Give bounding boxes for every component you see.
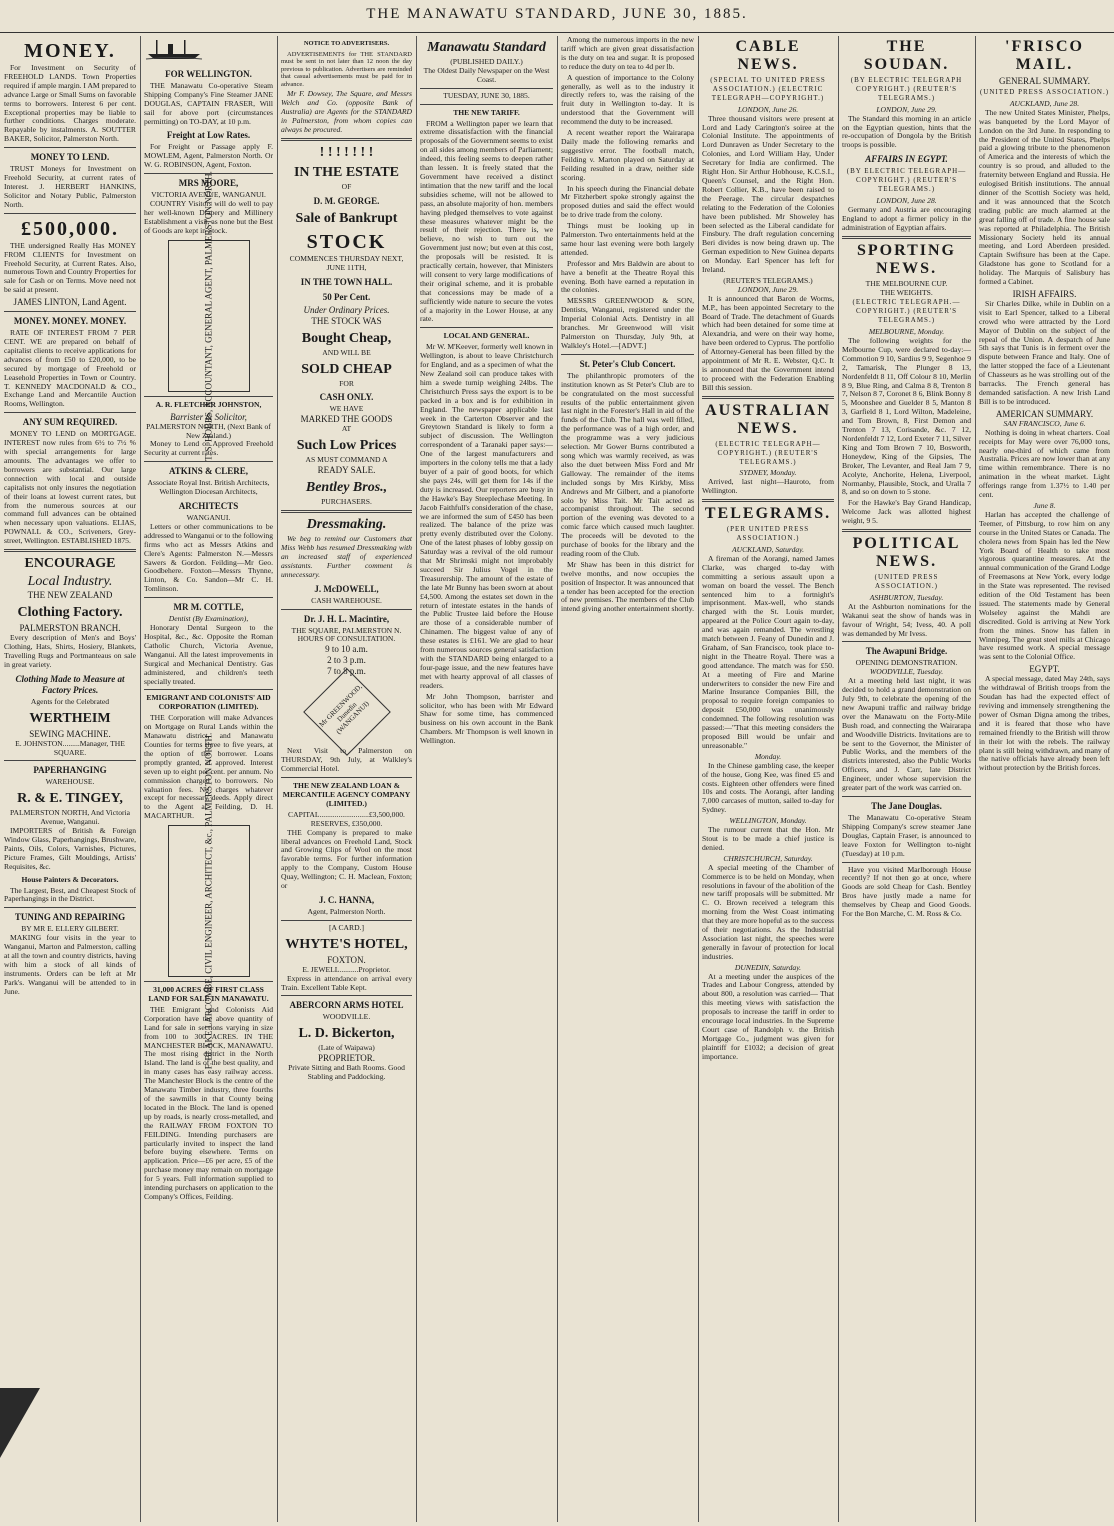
exclamation-banner: ! ! ! ! ! ! ! <box>319 144 374 160</box>
frisco-mail-heading: 'FRISCO MAIL. <box>1005 38 1084 73</box>
political-news-source: (UNITED PRESS ASSOCIATION.) <box>874 573 939 590</box>
cottle-heading: MR M. COTTLE, <box>173 602 244 613</box>
tariff-article: FROM a Wellington paper we learn that extreme dissatisfaction with the financial proposals of the Government seems to exist on all sides among members of Parliament; indeed, this feeling seems to deepen rather than lessen. It is freely stated that the Government have received a distinct intimation that the new tariff and the local subsidies scheme, will not be allowed to pass, an absolute majority of hon. members having pledged themselves to vote against these measures whatever might be the result of their rejection. There is, we believe, no wish to turn out the Government just now; but even at this cost, the proposals will be resisted. It is practically certain, however, that Ministers will consent to very large modifications of their original scheme, and it is probable that concessions may be made of a sufficiently wide nature to secure the votes of a majority in the Lower House, at any rate. <box>420 118 553 324</box>
tingey-address: PALMERSTON NORTH, And Victoria Avenue, Wanganui. <box>9 808 131 827</box>
telegrams-text-2: In the Chinese gambling case, the keeper of the house, Gong Kee, was fined £5 and costs. Eighteen other offenders were fined 10s and costs. The Aorangi, after landing 7,000 carcases of mutton, sailed to-day for Sydney. <box>702 760 834 815</box>
political-news-text: At the Ashburton nominations for the Wakanui seat the show of hands was in favour of Wright, 54; Ivess, 40. A poll was demanded by Mr Ivess. <box>842 601 971 638</box>
divider <box>420 104 553 105</box>
tuning-heading: TUNING AND REPAIRING <box>14 912 126 923</box>
moore-heading: MRS MOORE, <box>178 178 239 189</box>
news-item-3: A recent weather report the Wairarapa Daily made the following remarks and suggestive error. The football match, Feilding v. Marton played on Saturday at Feilding resulted in a draw, neither side scoring. <box>561 128 694 182</box>
news-item-4: In his speech during the Financial debate Mr Fitzherbert spoke strongly against the proposed duties and said the effect would be to drive trade from the colony. <box>561 183 694 220</box>
telegrams-text: A fireman of the Aorangi, named James Clarke, was charged to-day with committing a serious assault upon a woman on board the vessel. The Bench sentenced him to a fortnight's imprisonment. Max-well, who stands charged with the St. Louis murder, appeared at the Police Court again to-day, and was again remanded. The wrestling match between J. Feany of Dunedin and J. Graham, of San Francisco, took place to-night in the Theatre Royal. There was a good attendance. The match was for £50. At a meeting of Fire and Marine underwriters to consider the new Fire and Marine Insurance Companies Bill, the proposal to require foreign companies to deposit £50,000 was unanimously condemned. The following resolution was passed:—"That this meeting considers the proposed Bill would be unfair and unreasonable." <box>702 553 834 750</box>
concert-more: Mr Shaw has been in this district for twelve months, and now occupies the position of Inspector. It was announced that a tender has been accepted for the erection of new premises. The members of the Club intend giving another entertainment shortly. <box>561 559 694 614</box>
must-command-line: AS MUST COMMAND A <box>305 455 388 465</box>
hours-3: 7 to 8 p.m. <box>327 666 366 677</box>
american-summary-text-2: Harlan has accepted the challenge of Teemer, of Pittsburg, to row him on any course in the United States or Canada. The cholera news from Spain has led the New York Board of Health to take most vigorous quarantine measures. At the annual communication of the Grand Lodge of Freemasons at New York, every lodge in the State was represented. The revised edition of the Old Testament has been issued. The statements made by General Wolseley against the Mahdi are discredited. Gold is arriving at New York from the mines. Snow has fallen in Winnipeg. The great steel mills at Chicago have resumed work. A special message was sent to the Colonial Office. <box>979 509 1110 662</box>
weights-text: The following weights for the Melbourne Cup, were declared to-day:—Commotion 9 10, Sardius 9 9, Segenhoe 9 2, Tamarisk, The Plunger 8 13, Nordenfeldt 8 11, Off Colour 8 10, Merlin 8 9, Blue Ring, and Calma 8 8, Trenton 8 7, Nelson 8 7, Coronet 8 6, Blink Bonny 8 5, Moonshee and Guelder 8 5, Manton 8 3, Garfield 8 1, Lord Wilton, Madeleine, and Tom Brown, 8, First Demon and Trenton 7 13, Corisande, &c. 7 12, Nordenfeldt 7 12, Lord Exeter 7 11, Silver King and Tom Brown 7 10, Bosworth, Honeydew, King of the Gipsies, The Broker, The Levanter, and Real Jam 7 9, Acolyte, Anchorite, Helena, Liverpool, Normanby, Plausible, Stock, and Uralla 7 8, and so on down to 5 stone. <box>842 336 971 497</box>
australian-news-heading: AUSTRALIAN NEWS. <box>705 401 831 437</box>
melbourne-cup-heading: THE MELBOURNE CUP. <box>865 278 948 288</box>
encourage-heading: ENCOURAGE <box>24 556 116 572</box>
dateline-auckland: AUCKLAND, June 28. <box>1009 98 1080 108</box>
stock-heading: STOCK <box>306 230 387 253</box>
oldest-line: The Oldest Daily Newspaper on the West Coast. <box>423 65 550 84</box>
soudan-text: The Standard this morning in an article on the Egyptian question, hints that the re-occupation of Dongola by the British troops is possible. <box>842 113 971 150</box>
woodville-line: WOODVILLE. <box>322 1012 371 1022</box>
emigrant-ad-text: THE Corporation will make Advances on Mortgage on Rural Lands within the Manawatu district, and Manawatu Counties for terms three to five years, at the option of the borrower. Loans promptly granted, if approved. Interest seven up to eight per cent. per annum. No commission charged to borrowers. No valuation fees. No charges whatever except for necessary deeds. Apply direct to the Agent at Feilding, D. H. MACARTHUR. <box>144 713 273 821</box>
bought-cheap-heading: Bought Cheap, <box>301 330 392 346</box>
new-zealand-heading: THE NEW ZEALAND <box>27 590 113 601</box>
measure-heading: Clothing Made to Measure at Factory Prices. <box>15 673 125 695</box>
acres-ad-text: THE Emigrant and Colonists Aid Corporation have the above quantity of Land for sale in sections varying in size from 100 to 300 ACRES. IN THE MANCHESTER BLOCK, MANAWATU. The most rising district in the North Island. The land is of the best quality, and in many cases has easy railway access. The Manchester Block is the centre of the Manawatu Timber industry, three fourths of the sawmills in that County being located in the Block. The land is opened up by roads, is nearly cross-metalled, and the RAILWAY FROM FOXTON TO FEILDING. Intending purchasers are particularly invited to inspect the land before buying elsewhere. Terms on application. Price—£6 per acre, £5 of the purchase money may remain on mortgage for 5 years. Full information supplied to intending purchasers on application to the Company's Offices, Feilding. <box>144 1004 273 1201</box>
dateline-monday: Monday. <box>754 751 782 761</box>
soudan-source: (BY ELECTRIC TELEGRAPH COPYRIGHT.) (REUTER'S TELEGRAMS.) <box>850 76 963 102</box>
torn-corner <box>0 1388 40 1458</box>
freight-text: For Freight or Passage apply F. MOWLEM, Agent, Palmerston North. Or W. G. ROBINSON, Agent, Foxton. <box>144 142 273 170</box>
money-money-heading: MONEY. MONEY. MONEY. <box>13 316 127 327</box>
dentist-diamond-text: Mr GREENWOOD, Dunedin (WANGANUI) <box>316 682 371 737</box>
bickerton-heading: L. D. Bickerton, <box>298 1026 395 1042</box>
stabling-line: Private Sitting and Bath Rooms. Good Stabling and Paddocking. <box>288 1063 405 1082</box>
tingey-ad-text: IMPORTERS of British & Foreign Window Glass, Paperhangings, Brushware, Paints, Oils, Colors, Varnishes, Pictures, Picture Frames, Gilt Mouldings, Artists' Requisites, &c. <box>4 826 136 871</box>
cash-only-heading: CASH ONLY. <box>319 392 374 403</box>
hanna-heading: J. C. HANNA, <box>318 894 375 905</box>
dateline-san-francisco: SAN FRANCISCO, June 6. <box>1003 418 1086 428</box>
thompson-article: Mr John Thompson, barrister and solicitor, who has been with Mr Edward Shaw for some time, has commenced business on his own account in the Bank Chambers. Mr Thompson is well known in Wellington. <box>420 691 553 746</box>
political-news-heading: POLITICAL NEWS. <box>852 535 961 571</box>
jewell-line: E. JEWELL..........Proprietor. <box>302 964 391 974</box>
low-prices-heading: Such Low Prices <box>296 438 397 454</box>
page-masthead: THE MANAWATU STANDARD, JUNE 30, 1885. <box>0 6 1114 33</box>
estate-of: OF <box>341 181 352 191</box>
cash-warehouse-line: CASH WAREHOUSE. <box>311 595 382 605</box>
barrister-heading: Barrister & Solicitor, <box>170 411 247 422</box>
notice-heading: NOTICE TO ADVERTISERS. <box>303 40 390 47</box>
mcdowell-heading: J. McDOWELL, <box>314 583 379 594</box>
published-line: (PUBLISHED DAILY.) <box>450 57 523 66</box>
divider <box>281 777 412 778</box>
sale-heading: Sale of Bankrupt <box>295 210 398 226</box>
divider <box>702 499 834 502</box>
soudan-heading: THE SOUDAN. <box>863 38 950 73</box>
egypt-text: A special message, dated May 24th, says the withdrawal of British troops from the Soudan has had the expected effect of reviving and immensely strengthening the power of Osman Digna among the tribes, and it is feared that those who have remained friendly to the British will throw in their lot with the rebels. The railway plant is still being withdrawn, and many of the native officials have already been left without protection by the British forces. <box>979 674 1110 773</box>
acres-heading: 31,000 ACRES OF FIRST CLASS LAND FOR SALE IN MANAWATU. <box>148 985 269 1004</box>
divider <box>4 549 136 552</box>
freight-heading: Freight at Low Rates. <box>166 130 251 141</box>
jewell-text: Express in attendance on arrival every Train. Excellent Table Kept. <box>281 973 412 992</box>
stock-was-line: THE STOCK WAS <box>311 315 382 326</box>
concert-article: The philanthropic promoters of the institution known as St Peter's Club are to be congratulated on the most successful results of the public entertainment given last night in the Forester's Hall in aid of the funds of the Club. The hall was well filled, the performance was of a high order, and the programme was a very judicious selection. Mr Gower Burns contributed a song which was warmly received, as was also the duet between Miss Ford and Mr Galloway. The remainder of the items included songs by Mrs Kirkby, Miss Andrews and Mr Gilbert, and a pianoforte solo by Miss Tait. Mr Tait acted as accompanist throughout. The second portion of the evening was devoted to a comic farce which caused much laughter. The proceeds will be devoted to the purchase of books for the library and the reading room of the Club. <box>561 370 694 558</box>
divider <box>842 529 971 532</box>
news-item-2: A question of importance to the Colony generally, as well as to the industry it directly refers to, was the raising of the fruit duty in Wellington to-day. It is understood that the Government will recommend the duty to be increased. <box>561 72 694 127</box>
divider <box>4 907 136 908</box>
divider <box>4 213 136 214</box>
news-item-6: Professor and Mrs Baldwin are about to have a benefit at the Theatre Royal this evening. Both have earned a reputation in the colonies. <box>561 258 694 295</box>
cable-news-heading: CABLE NEWS. <box>735 38 801 73</box>
dateline-ashburton: ASHBURTON, Tuesday. <box>869 592 944 602</box>
dateline-june-8: June 8. <box>1033 500 1056 510</box>
pownall-ad-text: MONEY TO LEND on MORTGAGE. INTEREST now rules from 6½ to 7½ % with special arrangements for large amounts. The advantages we offer to borrowers are substantial. Our large connection with local and outside capitalists not only insures the negotiation of their loans at lowest current rates, but from the numerous sources at our command full advances can be obtained when necessary upon valuations. ELIAS, POWNALL & CO., Scriveners, Grey-street, Wellington. ESTABLISHED 1875. <box>4 429 136 546</box>
dateline-london-1: LONDON, June 26. <box>737 104 799 114</box>
dateline-woodville: WOODVILLE, Tuesday. <box>869 667 944 677</box>
news-item-1: Among the numerous imports in the new tariff which are given great dissatisfaction is the duty on tea and sugar. It is proposed to reduce the duty on tea to 4d per lb. <box>561 35 694 71</box>
frisco-text: The new United States Minister, Phelps, was banqueted by the Lord Mayor of London on the 3rd June. In responding to the President of the United States, Phelps paid a glowing tribute to the phenomenon of America and the interests of which the country is so proud, and alluded to the fraternity between England and Russia. He eulogised British institutions. The annual dinner of the Scottish Society was held, and it was announced that the Scotch trading public are much alarmed at the great falling off of trade. A fine house sale was reported at Philadelphia. The British Missionary Society held its annual meeting, and Lord Aberdeen presided. Captain Swiftsure has been at the Cape. Gladstone has gone to Scotland for a holiday. The Marquis of Salisbury has formed a Cabinet. <box>979 107 1110 287</box>
column-6 <box>702 36 834 1522</box>
divider <box>281 510 412 513</box>
divider <box>842 796 971 797</box>
column-rule <box>975 36 976 1522</box>
awapuni-text: At a meeting held last night, it was decided to hold a grand demonstration on July 9th, to celebrate the opening of the new Awapuni traffic and railway bridge over the Manawatu on the Forty-Mile Bush road, and connecting the Wairarapa and Woodville Districts. Invitations are to be sent to the Governor, the Minister of Public Works, and the members of the districts interested, also the Public Works Officers, and J. Carr, late District Engineer, under whose supervision the greater part of the work was carried on. <box>842 676 971 793</box>
tingey-heading: R. & E. TINGEY, <box>17 791 123 807</box>
divider <box>4 412 136 413</box>
moore-ad-text: COUNTRY Visitors will do well to pay her well-known Drapery and Millinery Establishment a visit, as none but the Best of Goods are kept in Stock. <box>144 199 273 235</box>
reserves-line: RESERVES, £350,000. <box>310 818 383 828</box>
divider <box>842 862 971 863</box>
news-item-5: Things must be looking up in Palmerston. Two entertainments held at the same hour last evening were both largely attended. <box>561 221 694 257</box>
for-wellington-heading: FOR WELLINGTON. <box>165 68 252 79</box>
column-3 <box>281 36 412 1522</box>
divider <box>842 236 971 239</box>
dateline-auckland: AUCKLAND, Saturday. <box>731 544 805 554</box>
under-prices-line: Under Ordinary Prices. <box>303 304 390 315</box>
macintire-heading: Dr. J. H. L. Macintire, <box>303 613 390 624</box>
telegrams-heading: TELEGRAMS. <box>704 505 832 523</box>
atkins-ad-text: Letters or other communications to be addressed to Wanganui or to the following firms who act as Messrs Atkins and Clere's Agents: Palmerston N.—Messrs Sawers & Gordon. Feilding—Mr Geo. Goodbehere. Foxton—Messrs Thynne, Linton, & Co. Sandon—Mr C. H. Tomlinson. <box>144 521 273 594</box>
ready-sale-line: READY SALE. <box>317 465 376 476</box>
dressmaking-text: We beg to remind our Customers that Miss Webb has resumed Dressmaking with an increased staff of experienced assistants. Further comment is unnecessary. <box>281 534 412 579</box>
dateline-wellington: WELLINGTON, Monday. <box>729 816 807 826</box>
bentley-heading: Bentley Bros., <box>305 480 388 496</box>
issue-date: TUESDAY, JUNE 30, 1885. <box>443 90 530 100</box>
money-to-lend-text: TRUST Moneys for Investment on Freehold Security, at current rates of Interest. J. HERBERT HANKINS, Solicitor and Notary Public, Palmerston North. <box>4 164 136 209</box>
irish-affairs-heading: IRISH AFFAIRS. <box>1012 288 1077 299</box>
divider <box>4 147 136 148</box>
column-rule <box>416 36 417 1522</box>
big-sum-heading: £500,000. <box>21 217 119 240</box>
fletcher-ad-text: Money to Lend on Approved Freehold Security at current rates. <box>144 439 273 458</box>
house-painters-text: The Largest, Best, and Cheapest Stock of Paperhangings in the District. <box>4 885 136 904</box>
hawkes-bay-text: For the Hawke's Bay Grand Handicap, Welcome Jack was allotted highest weight, 9 5. <box>842 498 971 526</box>
sold-cheap-heading: SOLD CHEAP <box>301 361 392 377</box>
tariff-heading: THE NEW TARIFF. <box>453 107 520 117</box>
telegrams-text-5: At a meeting under the auspices of the Trades and Labour Congress, attended by about 800, a resolution was carried— That this meeting views with satisfaction the proposals to increase the tariff in order to encourage local industries. In the Supreme Court case of Randolph v. the British Mortgage Co., judgment was given for plaintiff for £1032; a decision of great importance. <box>702 971 834 1061</box>
cable-news-text: Three thousand visitors were present at Lord and Lady Carington's soiree at the Colonial Institute. The appointments of Lord Dunraven as Under Secretary to the Colonies, and Lord William Hay, Under Secretary for India are confirmed. The Right Hon. Sir Arthur Hobhouse, K.C.S.I., Queen's Counsel, and the Right Hon. Robert Collier, K.B., have been raised to the Peerage. The circular despatches relating to the Federation of the Colonies have been published. Mr Showeley has been selected as the Liberal candidate for Finsbury. The draft regulation concerning Beri divides is now being drawn up. The German expedition to New Guinea departs on Monday. Earl Spencer has left for Ireland. <box>702 113 834 275</box>
larcombe-card-text: F. BLAKE LARCOMBE, CIVIL ENGINEER, ARCHITECT, &c., PALMERSTON NORTH. <box>203 732 214 1070</box>
divider <box>420 327 553 328</box>
awapuni-heading: The Awapuni Bridge. <box>865 646 948 657</box>
divider <box>4 311 136 312</box>
percent-heading: 50 Per Cent. <box>322 291 371 302</box>
dateline-london: LONDON, June 29. <box>876 104 937 114</box>
fletcher-heading: A. R. FLETCHER JOHNSTON, <box>155 399 262 409</box>
column-rule <box>698 36 699 1522</box>
dateline-dunedin: DUNEDIN, Saturday. <box>734 962 802 972</box>
marked-goods-line: MARKED THE GOODS <box>300 414 393 425</box>
fletcher-address: PALMERSTON NORTH, (Next Bank of New Zealand.) <box>146 421 271 440</box>
commences-line: COMMENCES THURSDAY NEXT, JUNE 11TH, <box>289 253 404 272</box>
column-rule <box>557 36 558 1522</box>
abercorn-heading: ABERCORN ARMS HOTEL <box>289 1000 404 1011</box>
whyte-heading: WHYTE'S HOTEL, <box>285 936 408 952</box>
telegrams-source: (PER UNITED PRESS ASSOCIATION.) <box>726 525 810 543</box>
we-have-line: WE HAVE <box>329 404 364 414</box>
dateline-london-2: LONDON, June 28. <box>876 195 937 205</box>
purchasers-line: PURCHASERS. <box>321 497 372 507</box>
gilbert-heading: BY MR E. ELLERY GILBERT. <box>21 924 119 934</box>
divider <box>842 641 971 642</box>
dentist-heading: Dentist (By Examination), <box>168 614 249 624</box>
bon-marche-ad: Have you visited Marlborough House recently? If not then go at once, where Goods are sold Cheap for Cash. Bentley Bros have justly made a name for themselves by Cheap and Good Goods. For the Bon Marche, C. M. Ross & Co. <box>842 864 971 919</box>
weights-heading: THE WEIGHTS. <box>880 287 933 297</box>
george-heading: D. M. GEORGE. <box>313 195 380 206</box>
gilbert-ad-text: MAKING four visits in the year to Wanganui, Marton and Palmerston, calling at all the town and country districts, having with him a stock of all kinds of instruments. Orders can be left at Mr Park's. Wanganui will be attended to in June. <box>4 933 136 996</box>
linton-signature: JAMES LINTON, Land Agent. <box>13 297 127 308</box>
egypt-affairs-source: (BY ELECTRIC TELEGRAPH—COPYRIGHT.) (REUTER'S TELEGRAMS.) <box>846 167 967 194</box>
reuter-line: (REUTER'S TELEGRAMS.) <box>723 275 813 285</box>
column-rule <box>140 36 141 1522</box>
branch-heading: PALMERSTON BRANCH. <box>19 623 121 634</box>
will-be-line: AND WILL BE <box>322 347 371 357</box>
frisco-source: (UNITED PRESS ASSOCIATION.) <box>979 88 1110 96</box>
telegrams-text-3: The rumour current that the Hon. Mr Stout is to be made a chief justice is denied. <box>702 825 834 852</box>
atkins-place: WANGANUI. <box>186 513 231 523</box>
column-4 <box>420 36 553 1522</box>
hours-1: 9 to 10 a.m. <box>325 644 368 655</box>
american-summary-heading: AMERICAN SUMMARY. <box>995 408 1094 419</box>
clothing-factory-heading: Clothing Factory. <box>17 605 123 621</box>
agents-line: Agents for the Celebrated <box>30 696 110 706</box>
loan-text: THE Company is prepared to make liberal advances on Freehold Land, Stock and Growing Clips of Wool on the most favorable terms. For further information apply to the Company, Custom House Quay, Wellington; C. H. Maclean, Foxton; or <box>281 827 412 891</box>
agents-note: Mr F. Dowsey, The Square, and Messrs Welch and Co. (opposite Bank of Australia) are Agents for the STANDARD in Palmerston, from whom copies can always be procured. <box>281 89 412 135</box>
divider <box>281 920 412 921</box>
jane-douglas-heading: The Jane Douglas. <box>871 801 942 811</box>
local-general-heading: LOCAL AND GENERAL. <box>443 331 530 341</box>
architects-heading: ARCHITECTS <box>178 501 239 512</box>
egypt-heading: EGYPT. <box>1029 664 1060 675</box>
local-general-article: Mr W. M'Keever, formerly well known in Wellington, is about to leave Christchurch for England, and as a specimen of what the New Zealand soil can produce takes with him a swede turnip weighing 24lbs. The Christchurch Press says the export is to be packed in a box and is for exhibition in England. The newspaper applicable last week in the Carterton Observer and the Greytown Standard is likely to form a subject of discussion. The Wellington correspondent of a Taranaki paper says:—One of the largest manufacturers and importers in the colony tells me that a lady buyer of a pair of good boots, for which she pays 24s, will get them for 14s if the duty is increased. Our reporters are busy in the Hawke's Bay Steeplechase Meeting. In Jacob Faithfull's consideration of the chase, we are informed the sum of £450 has been realized. The balance of the prize was pretty evenly distributed over the Colony. One of the latest phases of lobby gossip on Saturday was a revival of the old rumour that Mr Shrimski might not improbably succeed Sir Julius Vogel in the Treasurership. The amount of the estate of the late Mr Bunny has been sworn at about £4,500. Among the estates set down in the return of intestate estates in the hands of the Public Trustee laid before the House are those of a considerable number of Chinamen. The biggest value of any of these estates is £161. We are glad to hear from numerous sources general satisfaction with the STANDARD being enlarged to a four-page issue, and the new features have met with hearty approval of all classes of readers. <box>420 342 553 690</box>
column-8 <box>979 36 1110 1522</box>
late-line: (Late of Waipawa) <box>318 1043 375 1053</box>
notice-text: ADVERTISEMENTS for THE STANDARD must be sent in not later than 12 noon the day previous to publication. Advertisers are reminded that casual advertisements must be paid for in advance. <box>281 50 412 88</box>
loan-heading: THE NEW ZEALAND LOAN & MERCANTILE AGENCY COMPANY (LIMITED.) <box>282 781 411 808</box>
concert-heading: St. Peter's Club Concert. <box>579 358 676 369</box>
any-sum-heading: ANY SUM REQUIRED. <box>22 417 118 428</box>
card-line: [A CARD.] <box>328 922 365 932</box>
moore-address: VICTORIA AVENUE, WANGANUI. <box>151 190 266 200</box>
divider <box>281 609 412 610</box>
divider <box>702 396 834 399</box>
weights-source: (ELECTRIC TELEGRAPH.—COPYRIGHT.) (REUTER'S TELEGRAMS.) <box>852 298 961 325</box>
cable-news-source: (SPECIAL TO UNITED PRESS ASSOCIATION.) (ELECTRIC TELEGRAPH—COPYRIGHT.) <box>710 76 826 102</box>
column-2 <box>144 36 273 1522</box>
warehouse-heading: WAREHOUSE. <box>45 777 95 787</box>
emigrant-heading: EMIGRANT AND COLONISTS' AID CORPORATION (LIMITED). <box>146 693 271 712</box>
column-7 <box>842 36 971 1522</box>
divider <box>144 597 273 598</box>
jane-douglas-text: The Manawatu Co-operative Steam Shipping Company's screw steamer Jane Douglas, Captain Fraser, is announced to leave Foxton for Wellington to-night (Tuesday) at 10 p.m. <box>842 813 971 858</box>
hanna-subtitle: Agent, Palmerston North. <box>307 906 386 916</box>
divider <box>281 138 412 141</box>
hours-heading: HOURS OF CONSULTATION. <box>297 634 396 644</box>
egypt-affairs-heading: AFFAIRS IN EGYPT. <box>865 154 948 165</box>
standard-flag: Manawatu Standard <box>427 40 546 55</box>
manager-line: E. JOHNSTON.........Manager, THE SQUARE. <box>15 738 125 757</box>
general-summary-heading: GENERAL SUMMARY. <box>998 76 1090 86</box>
american-summary-text: Nothing is doing in wheat charters. Coal receipts for May were over 76,000 tons, nearly one-third of which came from Australia. Prices are now lower than at any time within remembrance. There is no animation in the wheat market. Light offerings range from 1.37½ to 1.40 per cent. <box>979 427 1110 500</box>
for-line: FOR <box>339 378 354 388</box>
macdonald-ad-text: RATE OF INTEREST FROM 7 PER CENT. WE are prepared on behalf of capitalist clients to receive applications for advances of from £50 to £20,000, to be secured by mortgage of Freehold or Leasehold Properties in Town or Country. T. KENNEDY MACDONALD & CO., Exchange Land and Mercantile Auction Rooms, Wellington. <box>4 328 136 409</box>
macintire-address: THE SQUARE, PALMERSTON N. <box>291 625 402 635</box>
dateline-london-2: LONDON, June 29. <box>737 284 799 294</box>
paperhanging-heading: PAPERHANGING <box>33 765 107 776</box>
dressmaking-heading: Dressmaking. <box>306 517 387 533</box>
australian-news-text: Arrived, last night—Hauroto, from Wellington. <box>702 477 834 496</box>
column-rule <box>277 36 278 1522</box>
greenwood-ad: MESSRS GREENWOOD & SON, Dentists, Wanganui, registered under the Imperial Colonial Acts. Dentistry in all branches. Mr Greenwood will visit Palmerston on Thursday, July 9th, at Walkley's Hotel.—[ADVT.] <box>561 296 694 350</box>
local-industry-heading: Local Industry. <box>27 574 113 590</box>
dateline-melbourne: MELBOURNE, Monday. <box>868 327 945 337</box>
estate-heading: IN THE ESTATE <box>293 164 400 180</box>
sporting-news-heading: SPORTING NEWS. <box>856 241 956 277</box>
clients-ad-text: THE undersigned Really Has MONEY FROM CLIENTS for Investment on Freehold Security, at Current Rates. Also, numerous Town and Country Properties for sale for Cash or on Terms. Move need not be said at present. <box>4 240 136 295</box>
divider <box>144 689 273 690</box>
divider <box>420 88 553 89</box>
dentist-diamond <box>303 669 391 757</box>
cottle-ad-text: Honorary Dental Surgeon to the Hospital, &c., &c. Opposite the Roman Catholic Church, Victoria Avenue, Wanganui. All the latest improvements in Surgical and Mechanical Dentistry. Gas administered, and children's teeth specially treated. <box>144 623 273 686</box>
column-5 <box>561 36 694 1522</box>
column-1 <box>4 36 136 1522</box>
proprietor-line: PROPRIETOR. <box>317 1053 376 1064</box>
telegrams-text-4: A special meeting of the Chamber of Commerce is to be held on Monday, when resolutions in favour of the abolition of the new tariff proposals will be submitted. Mr C. O. Brown received a telegram this morning from the West Coast intimating that they are more hopeful as to the success of their negotiations. As the Industrial Association last night, the speeches were generally in favour of protection for local industries. <box>702 862 835 961</box>
money-heading: MONEY. <box>24 40 116 62</box>
divider <box>4 760 136 761</box>
steamer-ad-text: THE Manawatu Co-operative Steam Shipping Company's Fine Steamer JANE DOUGLAS, CAPTAIN FRASER, Will sail for above port (circumstances permitting) on TO-DAY, at 10 p.m. <box>144 80 273 126</box>
divider <box>561 354 694 355</box>
opening-heading: OPENING DEMONSTRATION. <box>855 658 958 668</box>
at-line: AT <box>341 424 352 434</box>
cable-news-text-2: It is announced that Baron de Worms, M.P., has been appointed Secretary to the Board of Trade. The detachment of Guards which had been detained for some time at Alexandria, and were on their way home, have been ordered to Cyprus. The portfolio of Attorney-General has been filled by the appointment of Mr R. E. Webster, Q.C. It is announced that the Government intend to proceed with the Federation Enabling Bill this session. <box>702 293 834 392</box>
australian-news-source: (ELECTRIC TELEGRAPH—COPYRIGHT.) (REUTER'S TELEGRAMS.) <box>715 439 821 466</box>
atkins-heading: ATKINS & CLERE, <box>168 466 249 477</box>
foxton-line: FOXTON. <box>327 954 366 965</box>
hours-2: 2 to 3 p.m. <box>327 655 366 666</box>
divider <box>144 461 273 462</box>
sewing-machine-heading: SEWING MACHINE. <box>29 728 111 739</box>
irish-affairs-text: Sir Charles Dilke, while in Dublin on a visit to Earl Spencer, talked to a Liberal crowd who were attracted by the Lord Mayor of Dublin on the subject of the repeal of the Union. A despatch of June 5th says that Tunis is in ferment over the dispute between France and Italy. One of the latter stopped the face of a Lieutenant of Chasseurs as he was strolling out of the barracks. The French general has demanded satisfaction. A new Irish Land Bill is to be introduced. <box>979 298 1110 406</box>
town-hall-heading: IN THE TOWN HALL. <box>300 276 393 287</box>
steamer-icon <box>144 38 204 60</box>
atkins-subtitle: Associate Royal Inst. British Architects, Wellington Diocesan Architects, <box>147 478 270 497</box>
dateline-christchurch: CHRISTCHURCH, Saturday. <box>723 853 813 863</box>
money-to-lend-heading: MONEY TO LEND. <box>30 152 110 163</box>
money-ad-text: For Investment on Security of FREEHOLD LANDS. Town Properties required if ample margin. I AM prepared to advance Large or Small Sums on favorable terms to borrowers. Interest 6 per cent. Exceptional properties may be liable to further conditions. Charges moderate. Repayable by instalments. A. SOUTTER BAKER, Solicitor, Palmerston North. <box>4 63 136 144</box>
wertheim-heading: WERTHEIM <box>29 710 111 726</box>
capital-line: CAPITAL..........................£3,500,000. <box>288 809 405 819</box>
column-rule <box>838 36 839 1522</box>
dentist-visit-text: Next Visit to Palmerston on THURSDAY, 9th July, at Walkley's Commercial Hotel. <box>281 746 412 774</box>
clothing-ad-text: Every description of Men's and Boys' Clothing, Hats, Shirts, Hosiery, Blankets, Travelling Rugs and Portmanteaus on sale in great variety. <box>4 633 136 669</box>
egypt-affairs-text: Germany and Austria are encouraging England to adopt a firmer policy in the administration of Egyptian affairs. <box>842 204 971 232</box>
hobbs-card-text: T. S. HOBBS, ACCOUNTANT, GENERAL AGENT, PALMERSTON NORTH. <box>203 170 214 461</box>
house-painters-heading: House Painters & Decorators. <box>21 874 119 884</box>
dateline-sydney: SYDNEY, Monday. <box>739 468 797 478</box>
divider <box>281 995 412 996</box>
